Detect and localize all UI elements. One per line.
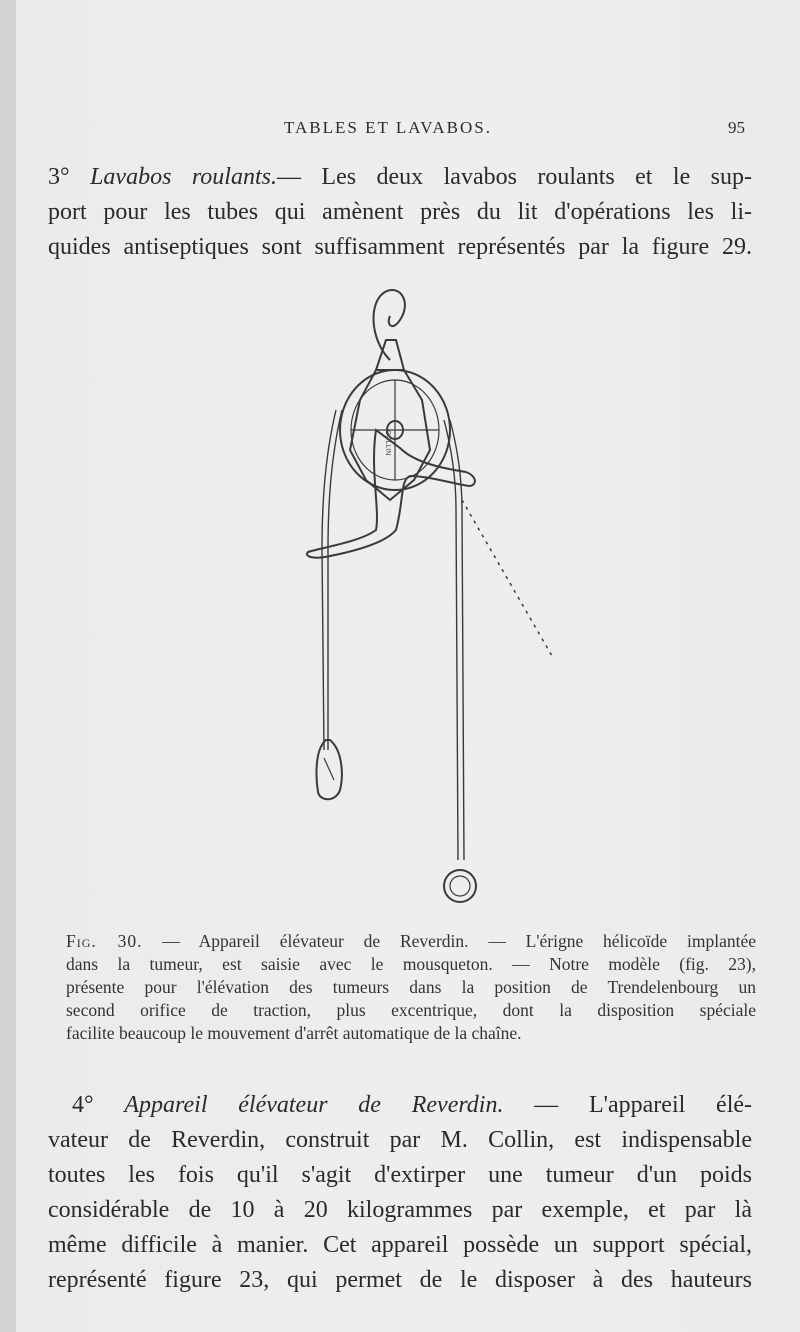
section-4-paragraph	[48, 1088, 752, 1298]
caption-line: second orifice de traction, plus excentrique, dont la disposition spéciale	[66, 1000, 756, 1020]
figure-caption	[66, 930, 756, 1045]
page-number: 95	[728, 118, 745, 137]
top-hook	[374, 290, 405, 360]
caption-line	[66, 930, 756, 953]
caption-line: présente pour l'élévation des tumeurs dans la position de Trendelenbourg un	[66, 977, 756, 997]
line-text: — Appareil élévateur de Reverdin. — L'érigne hélicoïde implantée	[162, 931, 756, 951]
paragraph-line: toutes les fois qu'il s'agit d'extirper une tumeur d'un poids	[48, 1162, 752, 1188]
section-title: Lavabos roulants.	[90, 164, 277, 190]
running-head: TABLES ET LAVABOS.	[284, 118, 492, 137]
section-title: Appareil élévateur de Reverdin.	[124, 1092, 504, 1118]
paragraph-line: représenté figure 23, qui permet de le disposer à des hauteurs	[48, 1267, 752, 1293]
chain-ring	[444, 870, 476, 902]
caption-line: facilite beaucoup le mouvement d'arrêt automatique de la chaîne.	[66, 1023, 522, 1043]
caption-line: dans la tumeur, est saisie avec le mousqueton. — Notre modèle (fig. 23),	[66, 954, 756, 974]
line-text: — Les deux lavabos roulants et le sup-	[276, 164, 753, 190]
section-number: 4°	[72, 1092, 94, 1118]
page-gutter	[0, 0, 16, 1332]
section-number: 3°	[48, 164, 70, 190]
paragraph-line: vateur de Reverdin, construit par M. Collin, est indispensable	[48, 1127, 752, 1153]
paragraph-line: quides antiseptiques sont suffisamment représentés par la figure 29.	[48, 234, 752, 260]
paragraph-line	[48, 160, 752, 195]
paragraph-line: port pour les tubes qui amènent près du lit d'opérations les li-	[48, 199, 752, 225]
left-chain	[322, 410, 342, 750]
right-chain	[444, 420, 464, 860]
engraved-label: COLLIN	[384, 430, 391, 456]
paragraph-line	[48, 1088, 752, 1123]
dotted-pointer	[462, 500, 552, 656]
paragraph-line: considérable de 10 à 20 kilogrammes par exemple, et par là	[48, 1197, 752, 1223]
reverdin-elevator-engraving	[200, 280, 600, 920]
paragraph-line: même difficile à manier. Cet appareil possède un support spécial,	[48, 1232, 752, 1258]
section-3-paragraph	[48, 160, 752, 265]
line-text: — L'appareil élé-	[534, 1092, 753, 1118]
caption-label: Fig. 30.	[66, 931, 143, 951]
